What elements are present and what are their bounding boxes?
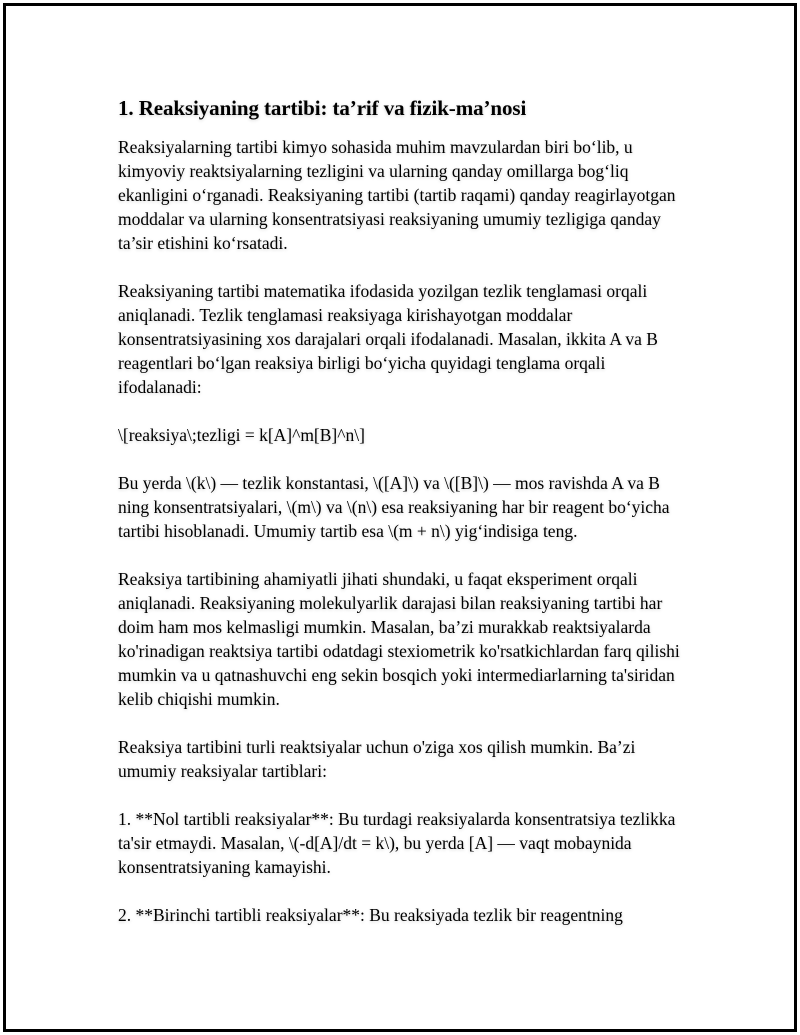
paragraph-intro: Reaksiyalarning tartibi kimyo sohasida muhim mavzulardan biri bo‘lib, u kimyoviy reaktsiyalarning tezligini va ularning qanday omillarga bog‘liq ekanligini o‘rganadi. Reaksiyaning tartibi (tartib raqami) qanday reagirlayotgan moddalar va ularning konsentratsiyasi reaksiyaning umumiy tezligiga qanday ta’sir etishini ko‘rsatadi. — [118, 137, 676, 253]
list-item-zero-order: 1. **Nol tartibli reaksiyalar**: Bu turdagi reaksiyalarda konsentratsiya tezlikka ta'sir etmaydi. Masalan, \(-d[A]/dt = k\), bu yerda [A] — vaqt mobaynida konsentratsiyaning kamayishi. — [118, 809, 676, 877]
document-body — [118, 95, 688, 951]
paragraph-experimental: Reaksiya tartibining ahamiyatli jihati shundaki, u faqat eksperiment orqali aniqlanadi. Reaksiyaning molekulyarlik darajasi bilan reaksiyaning tartibi har doim ham mos kelmasligi mumkin. Masalan, ba’zi murakkab reaktsiyalarda ko'rinadigan reaktsiya tartibi odatdagi stexiometrik ko'rsatkichlardan farq qilishi mumkin va u qatnashuvchi eng sekin bosqich yoki intermediarlarning ta'siridan kelib chiqishi mumkin. — [118, 569, 680, 709]
paragraph-order-types-intro: Reaksiya tartibini turli reaktsiyalar uchun o'ziga xos qilish mumkin. Ba’zi umumiy reaksiyalar tartiblari: — [118, 737, 636, 781]
list-item-first-order: 2. **Birinchi tartibli reaksiyalar**: Bu reaksiyada tezlik bir reagentning — [118, 905, 623, 925]
section-heading: 1. Reaksiyaning tartibi: ta’rif va fizik-ma’nosi — [118, 96, 527, 120]
paragraph-formula-explanation: Bu yerda \(k\) — tezlik konstantasi, \([A]\) va \([B]\) — mos ravishda A va B ning konsentratsiyalari, \(m\) va \(n\) esa reaksiyaning har bir reagent bo‘yicha tartibi hisoblanadi. Umumiy tartib esa \(m + n\) yig‘indisiga teng. — [118, 473, 670, 541]
paragraph-rate-equation-intro: Reaksiyaning tartibi matematika ifodasida yozilgan tezlik tenglamasi orqali aniqlanadi. Tezlik tenglamasi reaksiyaga kirishayotgan moddalar konsentratsiyasining xos darajalari orqali ifodalanadi. Masalan, ikkita A va B reagentlari bo‘lgan reaksiya birligi bo‘yicha quyidagi tenglama orqali ifodalanadi: — [118, 281, 658, 397]
paragraph-formula: \[reaksiya\;tezligi = k[A]^m[B]^n\] — [118, 425, 365, 445]
